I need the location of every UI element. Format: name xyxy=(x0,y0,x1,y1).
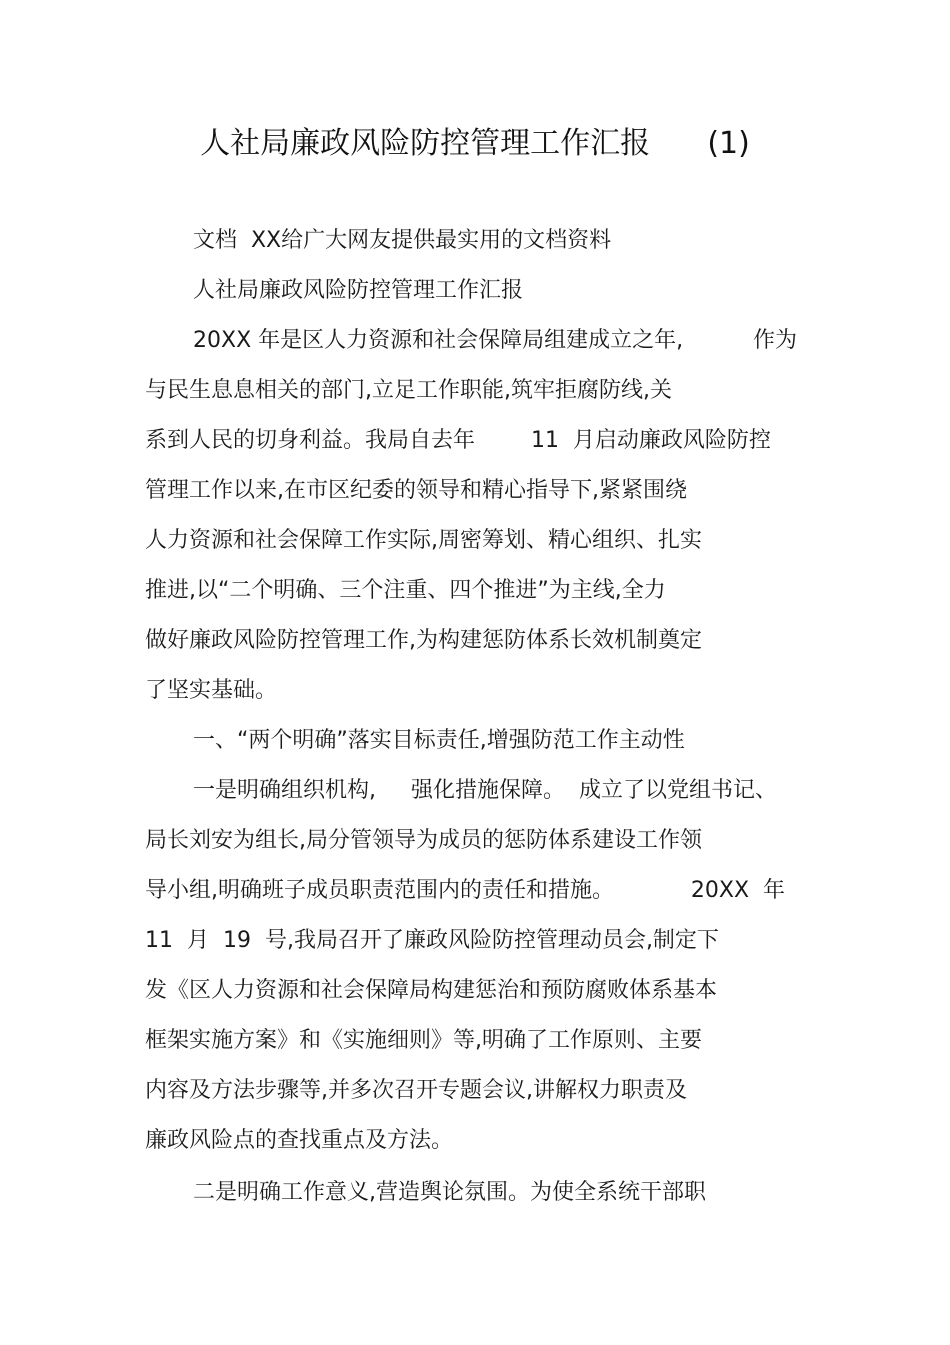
text-line: 局长刘安为组长,局分管领导为成员的惩防体系建设工作领 xyxy=(145,828,702,853)
text-line: 文档 XX给广大网友提供最实用的文档资料 xyxy=(193,228,612,253)
text-line: 导小组,明确班子成员职责范围内的责任和措施。 20XX 年 xyxy=(145,878,786,903)
text-line: 内容及方法步骤等,并多次召开专题会议,讲解权力职责及 xyxy=(145,1078,687,1103)
text-line: 系到人民的切身利益。我局自去年 11 月启动廉政风险防控 xyxy=(145,428,771,453)
text-line: 框架实施方案》和《实施细则》等,明确了工作原则、主要 xyxy=(145,1028,702,1053)
section-heading: 一、“两个明确”落实目标责任,增强防范工作主动性 xyxy=(193,728,685,753)
text-line: 推进,以“二个明确、三个注重、四个推进”为主线,全力 xyxy=(145,578,666,603)
text-line: 廉政风险点的查找重点及方法。 xyxy=(145,1128,454,1153)
text-line: 20XX 年是区人力资源和社会保障局组建成立之年, 作为 xyxy=(193,328,798,353)
text-line: 人社局廉政风险防控管理工作汇报 xyxy=(193,278,524,303)
text-line: 一是明确组织机构, 强化措施保障。 成立了以党组书记、 xyxy=(193,778,777,803)
text-line: 发《区人力资源和社会保障局构建惩治和预防腐败体系基本 xyxy=(145,978,718,1003)
text-line: 二是明确工作意义,营造舆论氛围。为使全系统干部职 xyxy=(193,1180,706,1205)
text-line: 11 月 19 号,我局召开了廉政风险防控管理动员会,制定下 xyxy=(145,928,719,953)
text-line: 与民生息息相关的部门,立足工作职能,筑牢拒腐防线,关 xyxy=(145,378,672,403)
document-title: 人社局廉政风险防控管理工作汇报 (1) xyxy=(200,126,750,161)
text-line: 人力资源和社会保障工作实际,周密筹划、精心组织、扎实 xyxy=(145,528,702,553)
text-line: 了坚实基础。 xyxy=(145,678,278,703)
text-line: 做好廉政风险防控管理工作,为构建惩防体系长效机制奠定 xyxy=(145,628,702,653)
text-line: 管理工作以来,在市区纪委的领导和精心指导下,紧紧围绕 xyxy=(145,478,687,503)
